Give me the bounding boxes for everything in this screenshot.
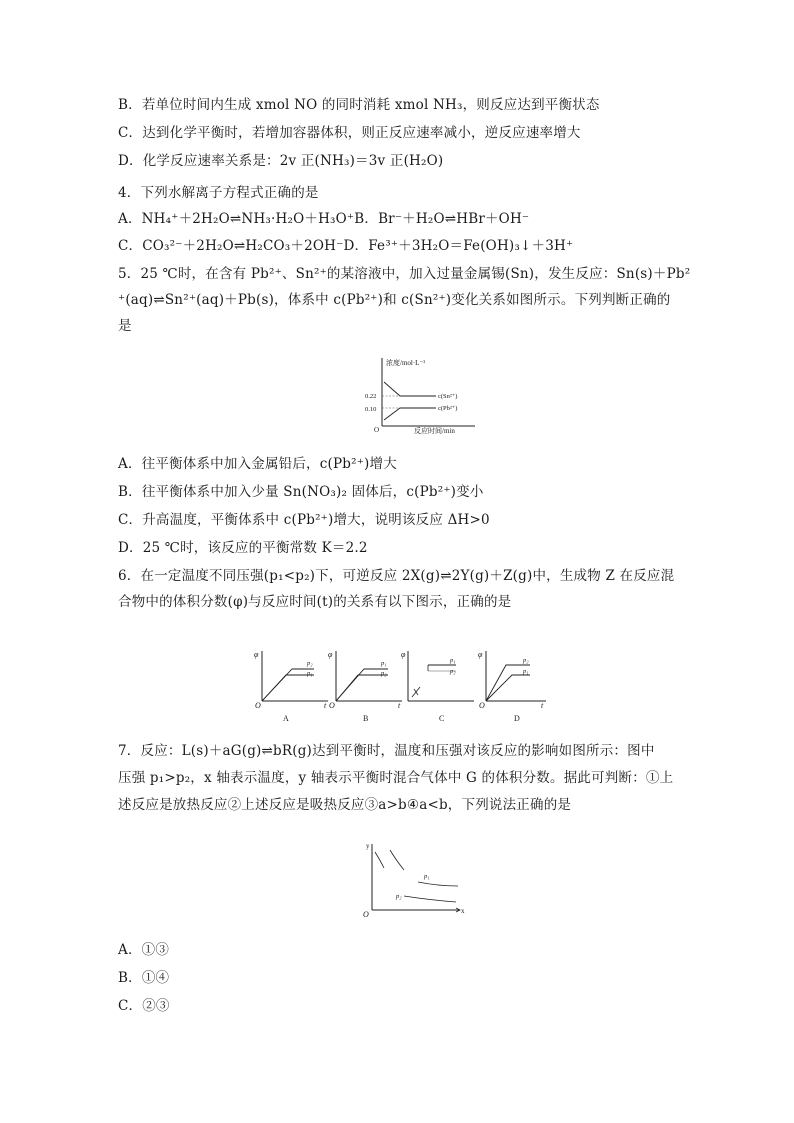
q6-b-origin: O [329,701,335,710]
q6-label-c: C [439,714,445,723]
q7-stem-1: 7．反应：L(s)＋aG(g)⇌bR(g)达到平衡时，温度和压强对该反应的影响如图所示：图中 [118,743,655,759]
q6-a-p2: p₂ [307,660,313,667]
q6-graph-a [254,650,328,723]
q6-b-p2: p₂ [381,670,387,677]
q7-option-a: A．①③ [118,942,170,958]
q6-stem-1: 6．在一定温度不同压强(p₁<p₂)下，可逆反应 2X(g)⇌2Y(g)＋Z(g)中，生成物 Z 在反应混 [118,568,675,584]
q7-option-c: C．②③ [118,998,170,1014]
q3-option-c: C．达到化学平衡时，若增加容器体积，则正反应速率减小，逆反应速率增大 [118,125,581,141]
q6-d-p2: p₂ [523,657,529,664]
q7-p1-label: p₁ [424,873,430,880]
q6-d-p1: p₁ [523,668,529,675]
q5-y-label: 浓度/mol·L⁻¹ [386,359,426,367]
q4-options-ab: A．NH₄⁺＋2H₂O⇌NH₃·H₂O＋H₃O⁺B．Br⁻＋H₂O⇌HBr＋OH⁻ [118,211,530,227]
q5-curve-sn [384,408,436,420]
q6-label-b: B [363,714,369,723]
q5-stem-1: 5．25 ℃时，在含有 Pb²⁺、Sn²⁺的某溶液中，加入过量金属锡(Sn)，发生反应：Sn(s)＋Pb² [118,266,691,282]
q6-c-phi: φ [401,650,406,659]
q7-curve-left-2 [390,850,404,870]
q6-stem-2: 合物中的体积分数(φ)与反应时间(t)的关系有以下图示，正确的是 [118,594,512,610]
q5-curve-pb [384,382,436,396]
q5-origin: O [374,426,380,434]
q6-a-t: t [324,701,327,710]
q6-graph-d [478,650,546,723]
q7-x-label: x [461,907,465,915]
q6-c-p2: p₂ [450,668,456,675]
q5-option-b: B．往平衡体系中加入少量 Sn(NO₃)₂ 固体后，c(Pb²⁺)变小 [118,484,484,500]
q5-tick-010: 0.10 [365,406,377,413]
q6-a-phi: φ [254,650,259,659]
q7-stem-3: 述反应是放热反应②上述反应是吸热反应③a>b④a<b，下列说法正确的是 [118,797,572,813]
q3-option-b: B．若单位时间内生成 xmol NO 的同时消耗 xmol NH₃，则反应达到平衡状态 [118,97,600,113]
q6-b-phi: φ [328,650,333,659]
q6-d-t: t [541,701,544,710]
q6-c-p1: p₁ [450,657,456,664]
q5-stem-3: 是 [118,318,132,334]
q6-d-curve-p1 [486,675,530,701]
q6-d-phi: φ [478,650,483,659]
q6-c-start-mark [412,687,420,697]
q7-y-label: y [366,842,370,850]
q6-graph-c [401,650,474,723]
q6-a-p1: p₁ [307,670,313,677]
q5-option-c: C．升高温度，平衡体系中 c(Pb²⁺)增大，说明该反应 ΔH>0 [118,512,490,528]
q5-option-a: A．往平衡体系中加入金属铅后，c(Pb²⁺)增大 [118,456,397,472]
q7-origin: O [363,910,369,919]
q4-stem: 4．下列水解离子方程式正确的是 [118,185,319,201]
q5-pb-label: c(Pb²⁺) [438,405,458,412]
q5-stem-2: ⁺(aq)⇌Sn²⁺(aq)＋Pb(s)，体系中 c(Pb²⁺)和 c(Sn²⁺)变化关系如图所示。下列判断正确的 [118,292,671,308]
q7-p2-label: p₂ [396,893,402,900]
q6-b-curve-p2 [336,675,388,701]
q5-x-label: 反应时间/min [414,427,455,435]
q6-graph-b [328,650,402,723]
q4-options-cd: C．CO₃²⁻＋2H₂O⇌H₂CO₃＋2OH⁻D．Fe³⁺＋3H₂O＝Fe(OH)₃↓＋3H⁺ [118,238,574,254]
q5-tick-022: 0.22 [365,393,377,400]
q3-option-d: D．化学反应速率关系是：2v 正(NH₃)＝3v 正(H₂O) [118,153,444,169]
q7-curve-left-1 [375,852,384,868]
q6-label-a: A [283,714,289,723]
q6-a-origin: O [255,701,261,710]
q6-label-d: D [514,714,520,723]
q5-option-d: D．25 ℃时，该反应的平衡常数 K＝2.2 [118,540,368,556]
q6-d-origin: O [479,701,485,710]
q7-stem-2: 压强 p₁>p₂，x 轴表示温度，y 轴表示平衡时混合气体中 G 的体积分数。据此可判断：①上 [118,770,674,786]
q5-concentration-figure [360,354,480,436]
q7-option-b: B．①④ [118,970,170,986]
q7-curve-p1 [418,882,458,886]
q5-sn-label: c(Sn²⁺) [438,393,458,400]
q6-figures [250,645,550,725]
q6-b-p1: p₁ [381,660,387,667]
q7-curve-p2 [404,896,456,902]
q6-b-t: t [398,701,401,710]
q7-figure [360,838,472,922]
q6-a-curve-p1 [262,675,314,701]
